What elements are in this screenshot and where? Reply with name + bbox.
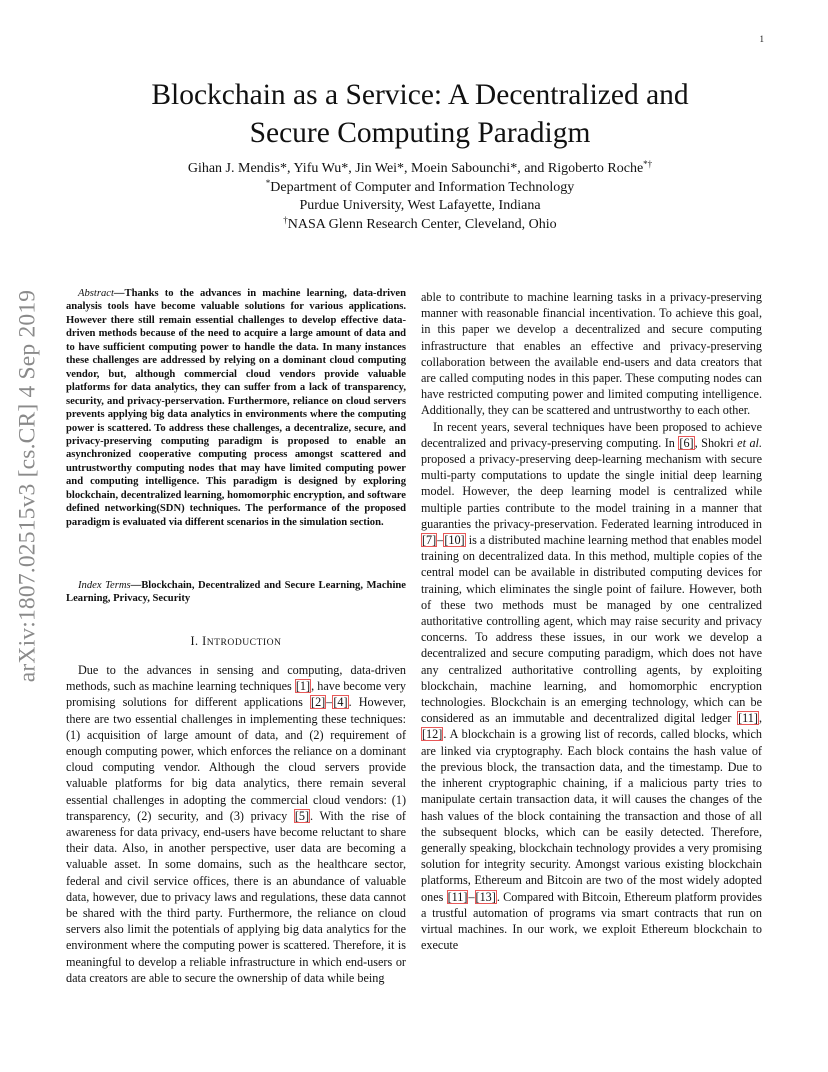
intro-paragraph-1 [66,662,406,986]
text-run: In recent years, several techniques have been proposed to achieve decentralized and privacy-preserving computing. In [421,419,762,450]
affiliation-1 [60,179,780,198]
affil-3-text: NASA Glenn Research Center, Cleveland, Ohio [287,216,557,232]
text-run: proposed a privacy-preserving deep-learning mechanism with secure multi-party computations to update the single initial deep learning model. However, the deep learning model is centralized while multiple parties contribute to the model training in a manner that guaranties the privacy-preservation. Federated learning introduced in [421,452,762,531]
left-column-body [66,662,406,986]
section-number: I. [190,634,203,648]
citation-link[interactable]: [12] [422,727,443,742]
index-terms-label: Index Terms [78,580,131,591]
author-block [60,160,780,234]
text-run: is a distributed machine learning method that enables model training on decentralized data. In this method, multiple copies of the central model can be available in distributed computing devices for training, which eliminates the single point of failure. However, both of these two methods must be managed by one centralized authoritative controlling agent, which may raise security and privacy concerns. To address these issues, in our work we develop a decentralized and secure computing paradigm, which does not have any centralized authoritative controlling agents, by exploiting blockchain, machine learning, and homomorphic encryption technologies. Blockchain is an emerging technology, which can be considered as an immutable and decentralized digital ledger [421,533,762,726]
citation-link[interactable]: [7] [422,533,437,548]
citation-link[interactable]: [4] [333,695,348,710]
paper-title [60,76,780,152]
arxiv-identifier-text: arXiv:1807.02515v3 [cs.CR] 4 Sep 2019 [14,289,41,683]
text-run: , [758,711,762,726]
section-title-initial: I [202,634,207,648]
index-terms [66,579,406,606]
citation-link[interactable]: [1] [295,679,311,694]
author-names [60,160,780,179]
affil-1-text: Department of Computer and Information Technology [270,179,575,195]
affil-3-mark: † [283,214,288,225]
page-number: 1 [759,34,764,44]
citation-link[interactable]: [10] [444,533,465,548]
citation-link[interactable]: [5] [294,808,310,823]
intro-paragraph-2 [421,419,762,954]
intro-paragraph-continued: able to contribute to machine learning tasks in a privacy-preserving manner with reasonable financial incentivation. To achieve this goal, in this paper we develop a decentralized and secure computing infrastructure that enables an effective and privacy-preserving collaboration between the available end-users and data creators that are called computing nodes in this paper. These computing nodes can have restricted computing power and limited computing intelligence. Additionally, they can be scattered and untrustworthy to each other. [421,290,762,418]
author-list: Gihan J. Mendis*, Yifu Wu*, Jin Wei*, Moein Sabounchi*, and Rigoberto Roche [187,161,644,176]
citation-link[interactable]: [2] [311,695,326,710]
abstract-label: Abstract [78,288,114,299]
text-run: . Compared with Bitcoin, Ethereum platform provides a trustful automation of programs via smart contracts that run on virtual machines. In our work, we exploit Ethereum blockchain to execute [421,889,762,953]
citation-link[interactable]: [13] [475,889,496,904]
title-line-1: Blockchain as a Service: A Decentralized and [151,79,689,111]
text-run: – [437,533,444,548]
text-run-italic: et al. [737,435,762,450]
citation-link[interactable]: [11] [738,711,758,726]
abstract-text: —Thanks to the advances in machine learning, data-driven analysis tools have become valuable solutions for various applications. However there still remain essential challenges to develop effective data-driven methods because of the need to acquire a large amount of data and to have sufficient computing power to handle the data. In many instances these challenges are addressed by relying on a dominant cloud computing vendor, but, although commercial cloud vendors provide valuable platforms for data analytics, they can suffer from a lack of transparency, security, and privacy-perservation. Furthermore, reliance on cloud servers prevents applying big data analytics in environments where the computing power is scattered. To address these challenges, a decentralize, secure, and privacy-preserving computing paradigm is proposed to enable an asynchronized cooperative computing process amongst scattered and untrustworthy computing nodes that may have limited computing power and computing intelligence. This paradigm is designed by exploring blockchain, decentralized learning, homomorphic encryption, and software defined networking(SDN) techniques. The performance of the proposed paradigm is evaluated via different scenarios in the simulation section. [66,288,406,528]
text-run: , Shokri [694,435,738,450]
right-column-body [421,289,762,953]
text-run: . A blockchain is a growing list of records, called blocks, which are linked via cryptography. Each block contains the hash value of the previous block, the transaction data, and the timestamp. Due to the inherent cryptographic chaining, if a malicious party tries to manipulate certain transaction data, it will causes the changes of the hash values of the block containing the transaction and those of all the subsequent blocks, which can be easily detected. Therefore, generally speaking, blockchain technology provides a very promising solution for integrity security. Amongst various existing blockchain platforms, Ethereum and Bitcoin are two of the most widely adopted ones [421,727,762,904]
text-run: . However, there are two essential challenges in implementing these techniques: (1) acquisition of large amount of data, and (2) requirement of enough computing power, which enforces the reliance on a dominant cloud computing vendor. Although the cloud servers provide valuable platforms for big data analytics, there remain several essential challenges in adopting the commercial cloud vendors: (1) transparency, (2) security, and (3) privacy [66,695,406,823]
index-terms-text: —Blockchain, Decentralized and Secure Learning, Machine Learning, Privacy, Security [66,580,406,605]
title-line-2: Secure Computing Paradigm [249,117,591,149]
citation-link[interactable]: [11] [447,889,468,904]
text-run: – [326,695,333,710]
section-title-rest: NTRODUCTION [206,637,282,648]
text-run: – [468,889,475,904]
text-run: . With the rise of awareness for data privacy, end-users have become reluctant to share their data. Also, in another perspective, user data are becoming a valuable asset. In some domains, such as the healthcare sector, federal and civil service offices, there is an abundance of valuable data, however, due to privacy laws and regulations, these data cannot be shared with the third party. Furthermore, the reliance on cloud servers also limit the potentials of applying big data analytics for the environment where the computing power is scattered. Therefore, it is meaningful to develop a reliable infrastructure in which end-users or data creators are able to secure the ownership of data while being [66,808,406,985]
author-affil-marks: *† [643,159,653,169]
citation-link[interactable]: [6] [679,435,694,450]
affil-1-mark: * [265,177,271,188]
text-run: Due to the advances in sensing and computing, data-driven methods, such as machine learning techniques [66,663,406,694]
section-heading-introduction [66,634,406,649]
affiliation-3 [60,216,780,235]
abstract [66,287,406,529]
text-run: , have become very promising solutions for different applications [66,679,406,710]
affiliation-2: Purdue University, West Lafayette, Indiana [299,198,541,213]
arxiv-identifier [8,290,48,682]
